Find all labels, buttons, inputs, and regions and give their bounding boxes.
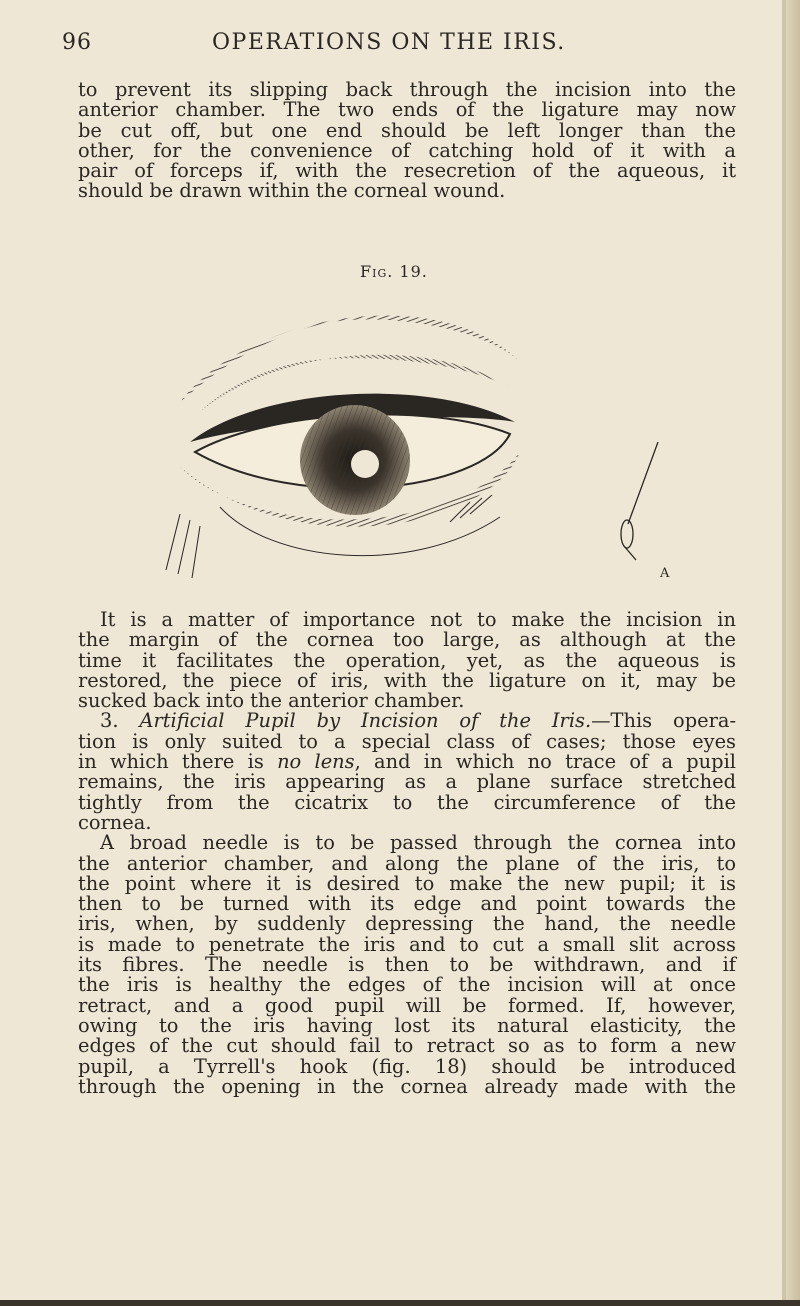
text-line: pupil, a Tyrrell's hook (fig. 18) should be introduced (78, 1054, 736, 1078)
text-line: other, for the convenience of catching hold of it with a (78, 138, 736, 162)
text-line: pair of forceps if, with the resecretion of the aqueous, it (78, 159, 736, 183)
paragraph-continued (78, 80, 736, 202)
main-text (78, 610, 736, 1097)
text-line: is made to penetrate the iris and to cut a small slit across (78, 932, 736, 956)
text-line: tightly from the cicatrix to the circumference of the (78, 790, 736, 814)
text-line: be cut off, but one end should be left longer than the (78, 118, 736, 142)
figure-label: A (660, 566, 670, 581)
text-line: the margin of the cornea too large, as although at the (78, 628, 736, 652)
text-line (78, 752, 736, 772)
text-line: anterior chamber. The two ends of the ligature may now (78, 98, 736, 122)
figure-caption: Fig. 19. (360, 262, 428, 281)
text-line: the anterior chamber, and along the plane of the iris, to (78, 851, 736, 875)
eye-figure-svg (160, 292, 680, 592)
text-line: the iris is healthy the edges of the incision will at once (78, 973, 736, 997)
text-line: sucked back into the anterior chamber. (78, 689, 465, 713)
section-heading-line (78, 711, 736, 731)
emphasis-no-lens: no lens (277, 750, 355, 774)
text-line: remains, the iris appearing as a plane surface stretched (78, 770, 736, 794)
eye-illustration-icon (160, 292, 680, 592)
text-line: to prevent its slipping back through the incision into the (78, 78, 736, 101)
text-line: retract, and a good pupil will be formed. If, however, (78, 993, 736, 1017)
text-line: should be drawn within the corneal wound. (78, 179, 506, 203)
section-number: 3. (100, 709, 119, 733)
text-line: its fibres. The needle is then to be withdrawn, and if (78, 953, 736, 977)
text-line: then to be turned with its edge and point towards the (78, 892, 736, 916)
running-title: OPERATIONS ON THE IRIS. (212, 30, 566, 55)
bottom-band (0, 1300, 800, 1306)
text-line: cornea. (78, 810, 152, 834)
text-line: restored, the piece of iris, with the ligature on it, may be (78, 668, 736, 692)
page-number: 96 (62, 30, 92, 55)
section-title: Artificial Pupil by Incision of the Iris. (139, 709, 592, 733)
text-fragment: in which there is (78, 750, 278, 774)
text-fragment: , and in which no trace of a pupil (354, 750, 736, 774)
page-shadow (782, 0, 786, 1306)
running-head (62, 30, 762, 60)
text-line: edges of the cut should fail to retract so as to form a new (78, 1034, 736, 1058)
text-line: time it facilitates the operation, yet, as the aqueous is (78, 648, 736, 672)
text-line: iris, when, by suddenly depressing the hand, the needle (78, 912, 736, 936)
text-line: the point where it is desired to make the new pupil; it is (78, 871, 736, 895)
text-line: through the opening in the cornea already made with the (78, 1074, 736, 1098)
section-first-line-rest: —This opera- (591, 709, 736, 733)
text-line: A broad needle is to be passed through the cornea into (100, 831, 736, 855)
text-line: tion is only suited to a special class of cases; those eyes (78, 729, 736, 753)
text-line: It is a matter of importance not to make the incision in (100, 608, 736, 631)
text-line: owing to the iris having lost its natural elasticity, the (78, 1013, 736, 1037)
